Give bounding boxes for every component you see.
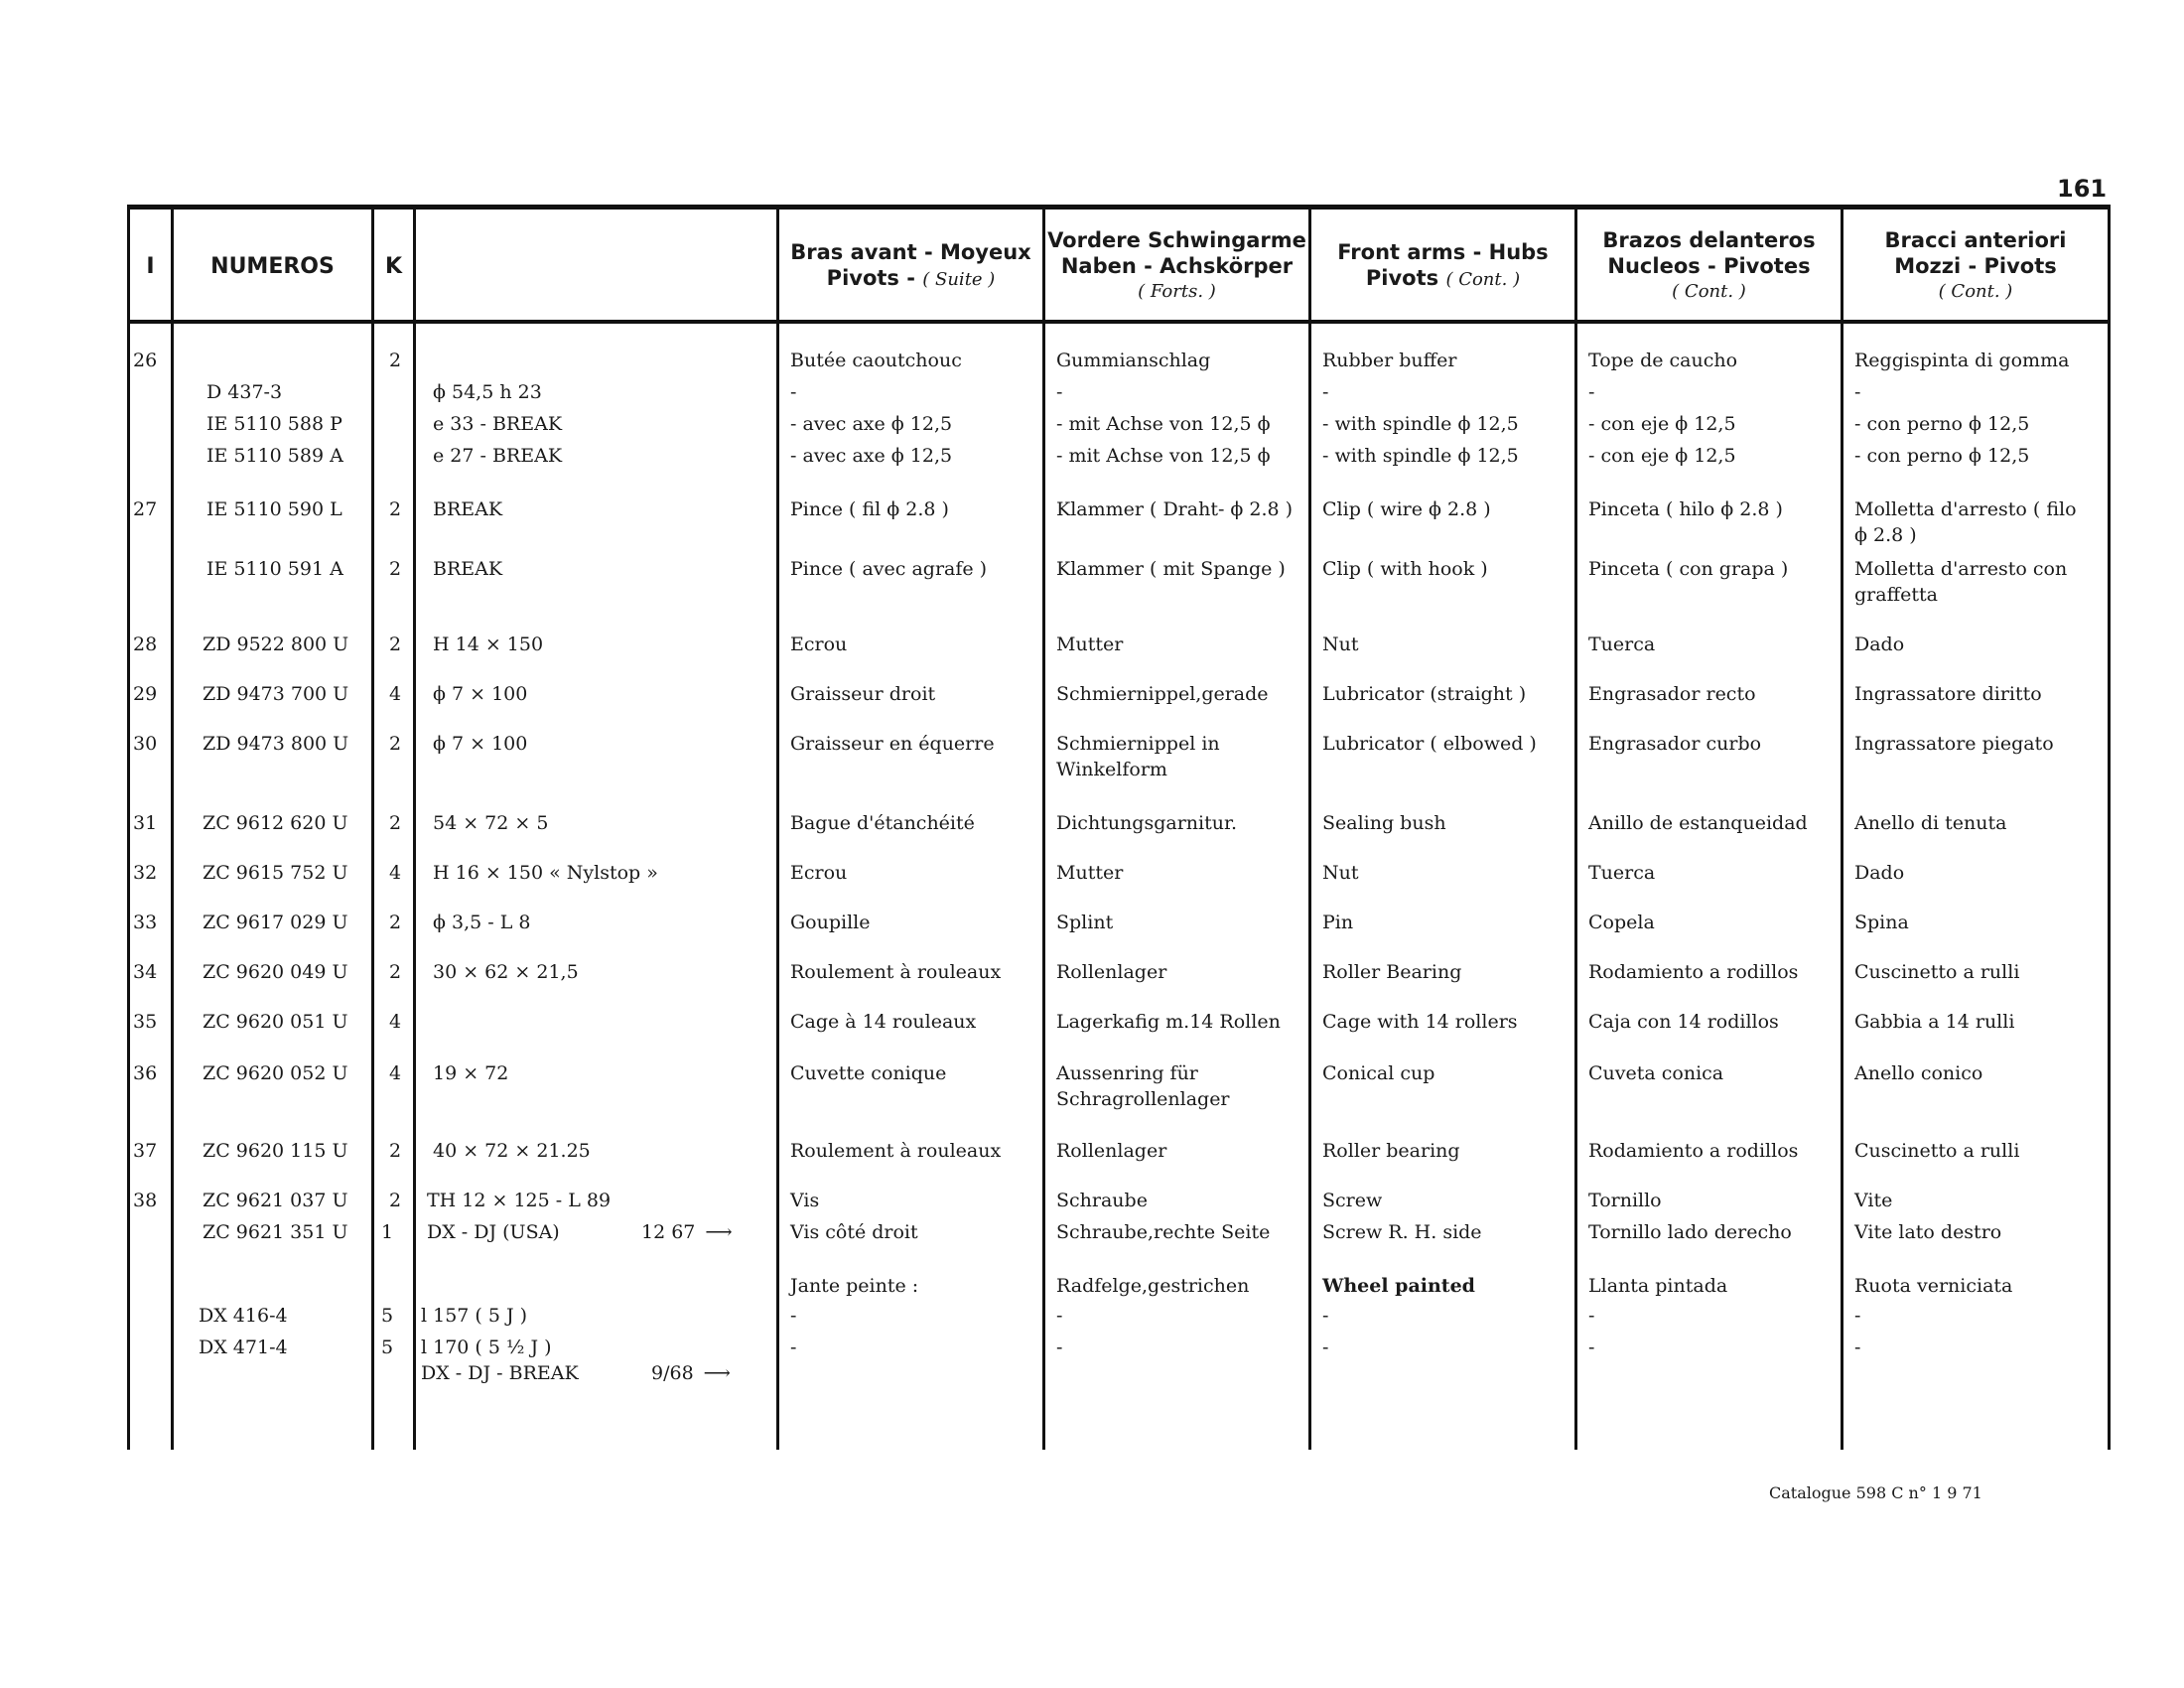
row-index: 30 [133,733,158,755]
row-es: Rodamiento a rodillos [1588,1140,1799,1162]
row-es: - [1588,1336,1595,1358]
row-spec: 19 × 72 [433,1062,509,1084]
row-number: DX 416-4 [199,1305,288,1327]
row-number: IE 5110 590 L [206,498,342,520]
row-number: ZC 9615 752 U [203,862,348,884]
row-qty: 2 [389,961,402,983]
row-qty: 5 [381,1305,394,1327]
row-fr: Graisseur droit [790,683,936,705]
row-de: Schmiernippel in Winkelform [1056,733,1220,780]
header-english [1311,214,1574,318]
row-spec: ϕ 7 × 100 [433,733,528,755]
row-qty: 2 [389,1190,402,1211]
row-number: ZC 9620 051 U [203,1011,348,1033]
row-it: - [1854,1336,1861,1358]
row-number: ZC 9621 351 U [203,1221,348,1243]
row-spec-date: 9/68 ⟶ [651,1362,731,1384]
row-en: - [1322,1336,1329,1358]
row-it: Ingrassatore piegato [1854,733,2054,755]
row-number: ZC 9620 052 U [203,1062,348,1084]
row-number: ZD 9473 700 U [203,683,349,705]
row-en: Rubber buffer [1322,350,1457,371]
row-it: Gabbia a 14 rulli [1854,1011,2015,1033]
row-fr: Pince ( fil ϕ 2.8 ) [790,498,949,520]
column-divider [371,205,374,1450]
row-fr: Cuvette conique [790,1062,947,1084]
row-number: ZC 9620 115 U [203,1140,348,1162]
row-es: - con eje ϕ 12,5 [1588,445,1736,467]
column-divider [413,205,416,1450]
row-fr: Ecrou [790,633,848,655]
row-es: Anillo de estanqueidad [1588,812,1808,834]
row-index: 37 [133,1140,158,1162]
row-qty: 4 [389,862,402,884]
row-es: Tuerca [1588,633,1656,655]
row-de: Mutter [1056,633,1124,655]
row-index: 31 [133,812,158,834]
row-fr: Pince ( avec agrafe ) [790,558,988,580]
row-number: ZC 9612 620 U [203,812,348,834]
row-de: - mit Achse von 12,5 ϕ [1056,445,1271,467]
row-en: Clip ( wire ϕ 2.8 ) [1322,498,1491,520]
row-spec: 30 × 62 × 21,5 [433,961,579,983]
column-divider [1574,205,1577,1450]
row-it: Dado [1854,633,1905,655]
row-spec: ϕ 7 × 100 [433,683,528,705]
row-qty: 2 [389,812,402,834]
row-de: Dichtungsgarnitur. [1056,812,1238,834]
row-number: IE 5110 588 P [206,413,342,435]
row-en: Clip ( with hook ) [1322,558,1488,580]
column-divider [776,205,779,1450]
row-spec: l 170 ( 5 ½ J ) [421,1336,552,1358]
row-spec: H 14 × 150 [433,633,544,655]
row-number: DX 471-4 [199,1336,288,1358]
row-number: IE 5110 589 A [206,445,343,467]
row-en: Conical cup [1322,1062,1435,1084]
row-fr: - [790,1336,797,1358]
row-it: Dado [1854,862,1905,884]
row-index: 33 [133,912,158,933]
column-divider [1308,205,1311,1450]
row-es: Tornillo [1588,1190,1662,1211]
header-german-line1: Vordere Schwingarme [1047,228,1306,252]
row-fr: - [790,1305,797,1327]
row-en: Roller bearing [1322,1140,1460,1162]
column-divider [171,205,174,1450]
row-fr: Butée caoutchouc [790,350,962,371]
row-es: Pinceta ( con grapa ) [1588,558,1789,580]
row-en: Lubricator ( elbowed ) [1322,733,1537,755]
catalogue-footer: Catalogue 598 C n° 1 9 71 [1769,1483,1982,1502]
arrow-icon: ⟶ [705,1221,733,1243]
header-spanish-line1: Brazos delanteros [1602,228,1816,252]
row-it: Ingrassatore diritto [1854,683,2042,705]
row-it: Anello conico [1854,1062,1983,1084]
row-en: - with spindle ϕ 12,5 [1322,413,1519,435]
row-index: 36 [133,1062,158,1084]
row-es: Llanta pintada [1588,1275,1728,1297]
row-fr: - [790,381,797,403]
arrow-icon: ⟶ [703,1362,731,1384]
row-number: ZD 9473 800 U [203,733,349,755]
row-en: Sealing bush [1322,812,1446,834]
row-de: Splint [1056,912,1114,933]
row-de: Aussenring für Schragrollenlager [1056,1062,1230,1110]
row-fr: Cage à 14 rouleaux [790,1011,977,1033]
header-italian [1843,214,2108,318]
row-it: Anello di tenuta [1854,812,2007,834]
row-fr: Ecrou [790,862,848,884]
row-es: Copela [1588,912,1655,933]
row-spec: DX - DJ (USA) [427,1221,560,1243]
row-fr: - avec axe ϕ 12,5 [790,413,953,435]
row-de: Klammer ( Draht- ϕ 2.8 ) [1056,498,1294,520]
row-en: Lubricator (straight ) [1322,683,1527,705]
row-de: Gummianschlag [1056,350,1211,371]
row-en: Wheel painted [1322,1275,1475,1297]
row-en: Screw [1322,1190,1383,1211]
row-en: Roller Bearing [1322,961,1462,983]
row-spec: ϕ 54,5 h 23 [433,381,542,403]
row-es: Cuveta conica [1588,1062,1724,1084]
row-it: - con perno ϕ 12,5 [1854,413,2030,435]
row-number: ZC 9617 029 U [203,912,348,933]
row-es: Engrasador recto [1588,683,1756,705]
row-index: 34 [133,961,158,983]
row-it: Cuscinetto a rulli [1854,961,2020,983]
row-index: 28 [133,633,158,655]
header-english-line1: Front arms - Hubs [1337,240,1549,264]
row-es: Tornillo lado derecho [1588,1221,1792,1243]
row-it: Molletta d'arresto con graffetta [1854,558,2068,606]
header-bottom-rule [127,320,2111,324]
row-fr: Graisseur en équerre [790,733,995,755]
row-fr: Goupille [790,912,871,933]
row-de: Rollenlager [1056,1140,1167,1162]
row-spec: ϕ 3,5 - L 8 [433,912,531,933]
row-fr: Roulement à rouleaux [790,1140,1002,1162]
row-number: D 437-3 [206,381,283,403]
column-divider [127,205,130,1450]
row-it: Reggispinta di gomma [1854,350,2070,371]
row-spec: 40 × 72 × 21.25 [433,1140,591,1162]
row-en: Nut [1322,862,1359,884]
row-it: Ruota verniciata [1854,1275,2013,1297]
row-it: - [1854,381,1861,403]
row-index: 27 [133,498,158,520]
header-k: K [384,253,403,279]
header-german [1045,214,1308,318]
column-divider [2108,205,2111,1450]
row-de: - [1056,381,1063,403]
row-es: - [1588,381,1595,403]
row-de: Schmiernippel,gerade [1056,683,1269,705]
row-qty: 2 [389,1140,402,1162]
row-it: Spina [1854,912,1909,933]
row-de: - mit Achse von 12,5 ϕ [1056,413,1271,435]
row-it: Cuscinetto a rulli [1854,1140,2020,1162]
header-german-line2: Naben - Achskörper [1060,254,1294,278]
row-qty: 1 [381,1221,394,1243]
row-index: 35 [133,1011,158,1033]
row-de: Mutter [1056,862,1124,884]
row-en: Pin [1322,912,1354,933]
row-index: 38 [133,1190,158,1211]
row-de: Lagerkafig m.14 Rollen [1056,1011,1281,1033]
row-qty: 5 [381,1336,394,1358]
row-fr: Vis côté droit [790,1221,918,1243]
row-spec: e 27 - BREAK [433,445,563,467]
header-spanish [1577,214,1841,318]
row-index: 32 [133,862,158,884]
row-de: Klammer ( mit Spange ) [1056,558,1286,580]
header-spanish-sub: ( Cont. ) [1672,281,1746,302]
row-en: Nut [1322,633,1359,655]
page-number: 161 [2057,175,2108,203]
row-es: Engrasador curbo [1588,733,1762,755]
row-spec: 54 × 72 × 5 [433,812,549,834]
row-spec: H 16 × 150 « Nylstop » [433,862,658,884]
row-number: ZD 9522 800 U [203,633,349,655]
header-english-line2: Pivots ( Cont. ) [1365,266,1521,290]
row-qty: 2 [389,558,402,580]
row-it: Molletta d'arresto ( filo ϕ 2.8 ) [1854,498,2077,546]
row-es: - con eje ϕ 12,5 [1588,413,1736,435]
row-number: IE 5110 591 A [206,558,343,580]
row-es: Tope de caucho [1588,350,1738,371]
row-es: Caja con 14 rodillos [1588,1011,1779,1033]
row-qty: 4 [389,683,402,705]
row-it: Vite lato destro [1854,1221,2002,1243]
header-french [779,214,1042,318]
row-fr: Jante peinte : [790,1275,919,1297]
row-fr: - avec axe ϕ 12,5 [790,445,953,467]
row-es: - [1588,1305,1595,1327]
row-index: 26 [133,350,158,371]
row-en: Screw R. H. side [1322,1221,1482,1243]
column-divider [1841,205,1843,1450]
header-german-sub: ( Forts. ) [1138,281,1216,302]
row-number: ZC 9621 037 U [203,1190,348,1211]
row-qty: 2 [389,912,402,933]
row-es: Tuerca [1588,862,1656,884]
row-en: - [1322,1305,1329,1327]
header-french-line2: Pivots - ( Suite ) [826,266,996,290]
table-top-rule [127,205,2111,210]
row-number: ZC 9620 049 U [203,961,348,983]
row-de: Rollenlager [1056,961,1167,983]
row-qty: 4 [389,1011,402,1033]
row-qty: 2 [389,733,402,755]
column-divider [1042,205,1045,1450]
row-fr: Bague d'étanchéité [790,812,975,834]
row-fr: Vis [790,1190,820,1211]
header-italian-sub: ( Cont. ) [1938,281,2013,302]
header-index: I [146,253,155,279]
row-qty: 4 [389,1062,402,1084]
row-qty: 2 [389,633,402,655]
row-en: Cage with 14 rollers [1322,1011,1518,1033]
row-de: Radfelge,gestrichen [1056,1275,1250,1297]
row-de: Schraube,rechte Seite [1056,1221,1271,1243]
header-numeros: NUMEROS [210,253,335,279]
row-de: - [1056,1336,1063,1358]
row-spec: TH 12 × 125 - L 89 [427,1190,612,1211]
row-index: 29 [133,683,158,705]
row-it: - con perno ϕ 12,5 [1854,445,2030,467]
row-qty: 2 [389,350,402,371]
row-spec-date: 12 67 ⟶ [641,1221,733,1243]
row-en: - with spindle ϕ 12,5 [1322,445,1519,467]
header-spanish-line2: Nucleos - Pivotes [1607,254,1811,278]
row-it: - [1854,1305,1861,1327]
row-en: - [1322,381,1329,403]
row-spec: DX - DJ - BREAK [421,1362,579,1384]
row-es: Rodamiento a rodillos [1588,961,1799,983]
row-spec: BREAK [433,558,503,580]
row-qty: 2 [389,498,402,520]
header-french-line1: Bras avant - Moyeux [790,240,1031,264]
row-de: Schraube [1056,1190,1148,1211]
row-spec: e 33 - BREAK [433,413,563,435]
row-de: - [1056,1305,1063,1327]
row-fr: Roulement à rouleaux [790,961,1002,983]
row-es: Pinceta ( hilo ϕ 2.8 ) [1588,498,1783,520]
header-italian-line1: Bracci anteriori [1884,228,2067,252]
header-italian-line2: Mozzi - Pivots [1894,254,2057,278]
row-spec: l 157 ( 5 J ) [421,1305,528,1327]
row-it: Vite [1854,1190,1893,1211]
row-spec: BREAK [433,498,503,520]
